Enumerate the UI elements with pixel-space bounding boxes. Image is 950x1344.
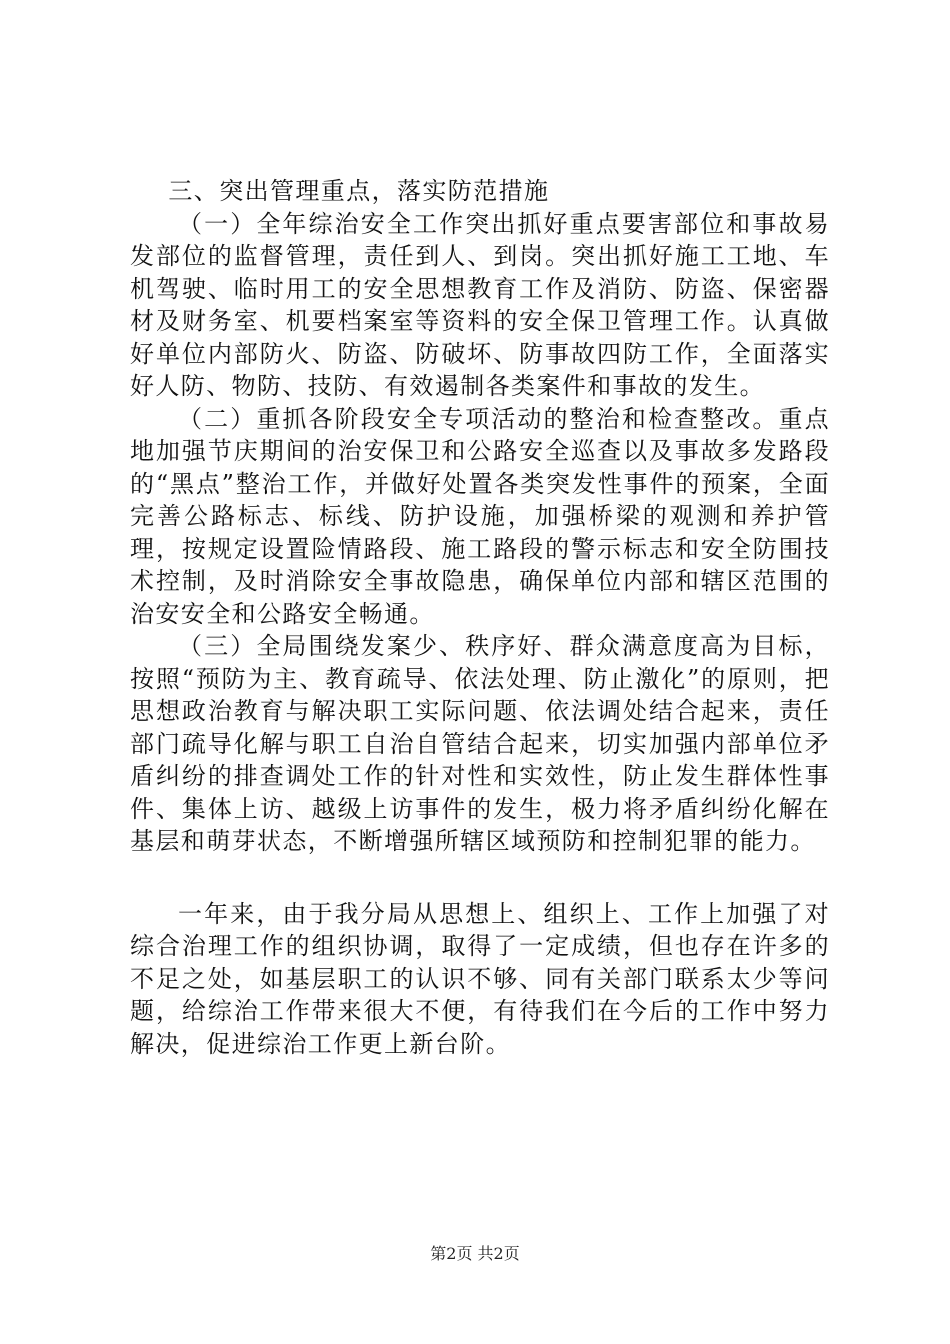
paragraph-2: （二）重抓各阶段安全专项活动的整治和检查整改。重点地加强节庆期间的治安保卫和公路安全巡查以及事故多发路段的“黑点”整治工作，并做好处置各类突发性事件的预案，全面完善公路标志、标线、防护设施，加强桥梁的观测和养护管理，按规定设置险情路段、施工路段的警示标志和安全防围技术控制，及时消除安全事故隐患，确保单位内部和辖区范围的治安安全和公路安全畅通。 (130, 404, 830, 628)
section-heading: 三、突出管理重点，落实防范措施 (168, 177, 550, 205)
paragraph-1: （一）全年综治安全工作突出抓好重点要害部位和事故易发部位的监督管理，责任到人、到岗。突出抓好施工工地、车机驾驶、临时用工的安全思想教育工作及消防、防盗、保密器材及财务室、机要档案室等资料的安全保卫管理工作。认真做好单位内部防火、防盗、防破坏、防事故四防工作，全面落实好人防、物防、技防、有效遏制各类案件和事故的发生。 (130, 209, 830, 400)
paragraph-3: （三）全局围绕发案少、秩序好、群众满意度高为目标，按照“预防为主、教育疏导、依法处理、防止激化”的原则，把思想政治教育与解决职工实际问题、依法调处结合起来，责任部门疏导化解与职工自治自管结合起来，切实加强内部单位矛盾纠纷的排查调处工作的针对性和实效性，防止发生群体性事件、集体上访、越级上访事件的发生，极力将矛盾纠纷化解在基层和萌芽状态，不断增强所辖区域预防和控制犯罪的能力。 (130, 632, 830, 855)
conclusion-paragraph: 一年来，由于我分局从思想上、组织上、工作上加强了对综合治理工作的组织协调，取得了一定成绩，但也存在许多的不足之处，如基层职工的认识不够、同有关部门联系太少等问题，给综治工作带来很大不便，有待我们在今后的工作中努力解决，促进综治工作更上新台阶。 (130, 899, 830, 1058)
document-body (130, 175, 830, 1060)
paragraph-gap (130, 858, 830, 898)
page-number: 第2页 共2页 (430, 1244, 520, 1263)
